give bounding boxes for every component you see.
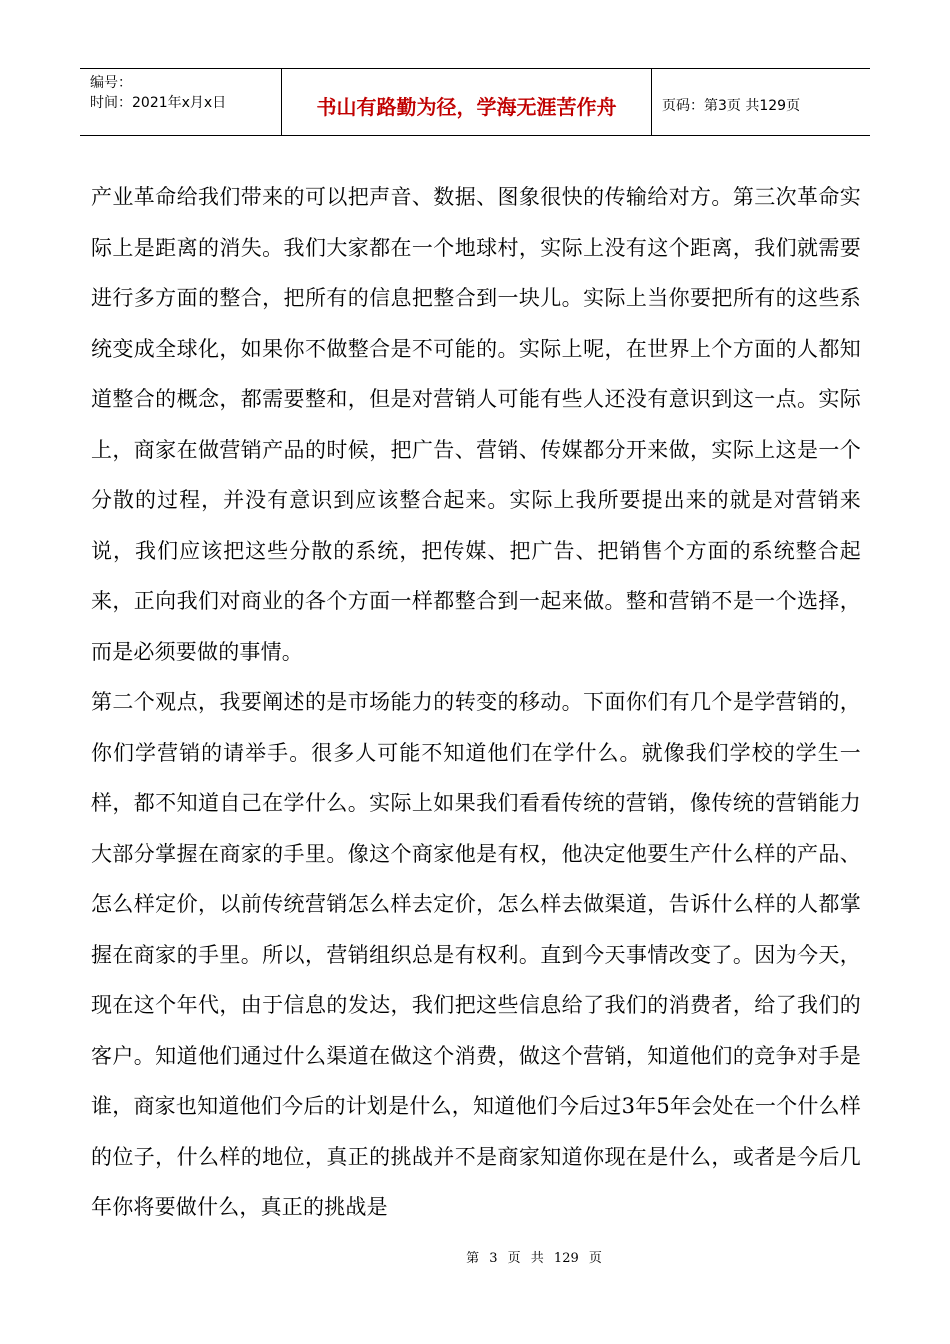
page-header xyxy=(80,68,870,136)
document-body xyxy=(91,172,861,1233)
paragraph: 产业革命给我们带来的可以把声音、数据、图象很快的传输给对方。第三次革命实际上是距离的消失。我们大家都在一个地球村，实际上没有这个距离，我们就需要进行多方面的整合，把所有的信息把整合到一块儿。实际上当你要把所有的这些系统变成全球化，如果你不做整合是不可能的。实际上呢，在世界上个方面的人都知道整合的概念，都需要整和，但是对营销人可能有些人还没有意识到这一点。实际上，商家在做营销产品的时候，把广告、营销、传媒都分开来做，实际上这是一个分散的过程，并没有意识到应该整合起来。实际上我所要提出来的就是对营销来说，我们应该把这些分散的系统，把传媒、把广告、把销售个方面的系统整合起来，正向我们对商业的各个方面一样都整合到一起来做。整和营销不是一个选择，而是必须要做的事情。 xyxy=(91,185,861,664)
header-meta-cell xyxy=(80,69,282,135)
date-label: 时间：2021年x月x日 xyxy=(90,95,227,111)
header-page-info: 页码：第3页 共129页 xyxy=(662,98,801,114)
number-label: 编号： xyxy=(90,75,132,91)
motto-text: 书山有路勤为径，学海无涯苦作舟 xyxy=(316,94,617,119)
header-page-cell xyxy=(652,69,870,135)
paragraph: 第二个观点，我要阐述的是市场能力的转变的移动。下面你们有几个是学营销的，你们学营销的请举手。很多人可能不知道他们在学什么。就像我们学校的学生一样，都不知道自己在学什么。实际上如果我们看看传统的营销，像传统的营销能力大部分掌握在商家的手里。像这个商家他是有权，他决定他要生产什么样的产品、怎么样定价，以前传统营销怎么样去定价，怎么样去做渠道，告诉什么样的人都掌握在商家的手里。所以，营销组织总是有权利。直到今天事情改变了。因为今天，现在这个年代，由于信息的发达，我们把这些信息给了我们的消费者，给了我们的客户。知道他们通过什么渠道在做这个消费，做这个营销，知道他们的竞争对手是谁，商家也知道他们今后的计划是什么，知道他们今后过3年5年会处在一个什么样的位子，什么样的地位，真正的挑战并不是商家知道你现在是什么，或者是今后几年你将要做什么，真正的挑战是 xyxy=(91,690,861,1219)
header-motto-cell xyxy=(282,69,652,135)
page-footer: 第 3 页 共 129 页 xyxy=(466,1251,602,1266)
